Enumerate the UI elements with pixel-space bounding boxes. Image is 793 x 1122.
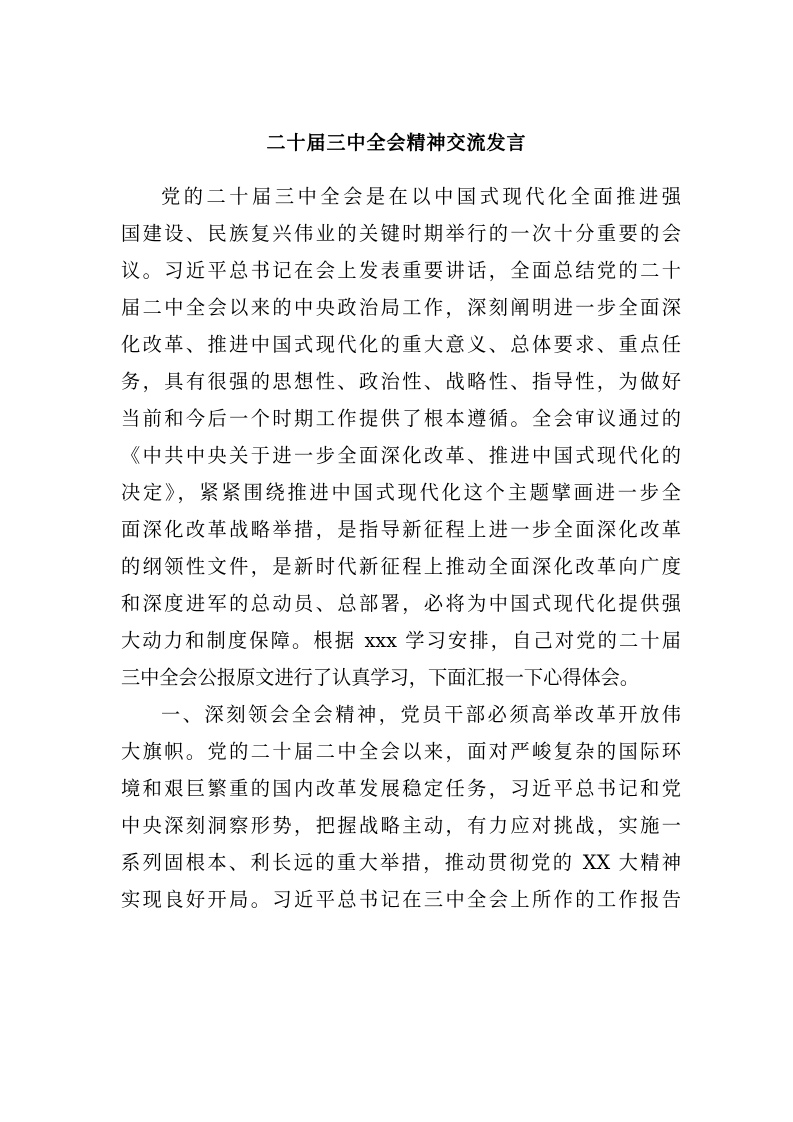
paragraph-line: 国建设、民族复兴伟业的关键时期举行的一次十分重要的会 [121, 222, 681, 245]
paragraph-line: 大动力和制度保障。根据 xxx 学习安排，自己对党的二十届 [121, 629, 681, 652]
document-title: 二十届三中全会精神交流发言 [266, 132, 527, 154]
paragraph-line: 的纲领性文件，是新时代新征程上推动全面深化改革向广度 [121, 555, 681, 578]
paragraph-line: 实现良好开局。习近平总书记在三中全会上所作的工作报告 [121, 888, 681, 911]
paragraph-line: 大旗帜。党的二十届二中全会以来，面对严峻复杂的国际环 [121, 740, 681, 763]
paragraph-line: 议。习近平总书记在会上发表重要讲话，全面总结党的二十 [121, 259, 681, 282]
paragraph-line: 三中全会公报原文进行了认真学习，下面汇报一下心得体会。 [121, 666, 640, 689]
paragraph-line: 境和艰巨繁重的国内改革发展稳定任务，习近平总书记和党 [121, 777, 681, 800]
paragraph-line: 届二中全会以来的中央政治局工作，深刻阐明进一步全面深 [121, 296, 681, 319]
paragraph-line: 化改革、推进中国式现代化的重大意义、总体要求、重点任 [121, 333, 681, 356]
paragraph-line: 当前和今后一个时期工作提供了根本遵循。全会审议通过的 [121, 407, 681, 430]
paragraph-line: 中央深刻洞察形势，把握战略主动，有力应对挑战，实施一 [121, 814, 681, 837]
document-body [121, 178, 681, 918]
paragraph-line: 和深度进军的总动员、总部署，必将为中国式现代化提供强 [121, 592, 681, 615]
paragraph-line: 系列固根本、利长远的重大举措，推动贯彻党的 XX 大精神 [121, 851, 681, 874]
paragraph-line: 面深化改革战略举措，是指导新征程上进一步全面深化改革 [121, 518, 681, 541]
paragraph-line: 决定》，紧紧围绕推进中国式现代化这个主题擘画进一步全 [121, 481, 681, 504]
paragraph-line: 《中共中央关于进一步全面深化改革、推进中国式现代化的 [121, 444, 681, 467]
paragraph-line: 一、深刻领会全会精神，党员干部必须高举改革开放伟 [161, 703, 681, 726]
paragraph-line: 党的二十届三中全会是在以中国式现代化全面推进强 [161, 185, 681, 208]
paragraph-line: 务，具有很强的思想性、政治性、战略性、指导性，为做好 [121, 370, 681, 393]
